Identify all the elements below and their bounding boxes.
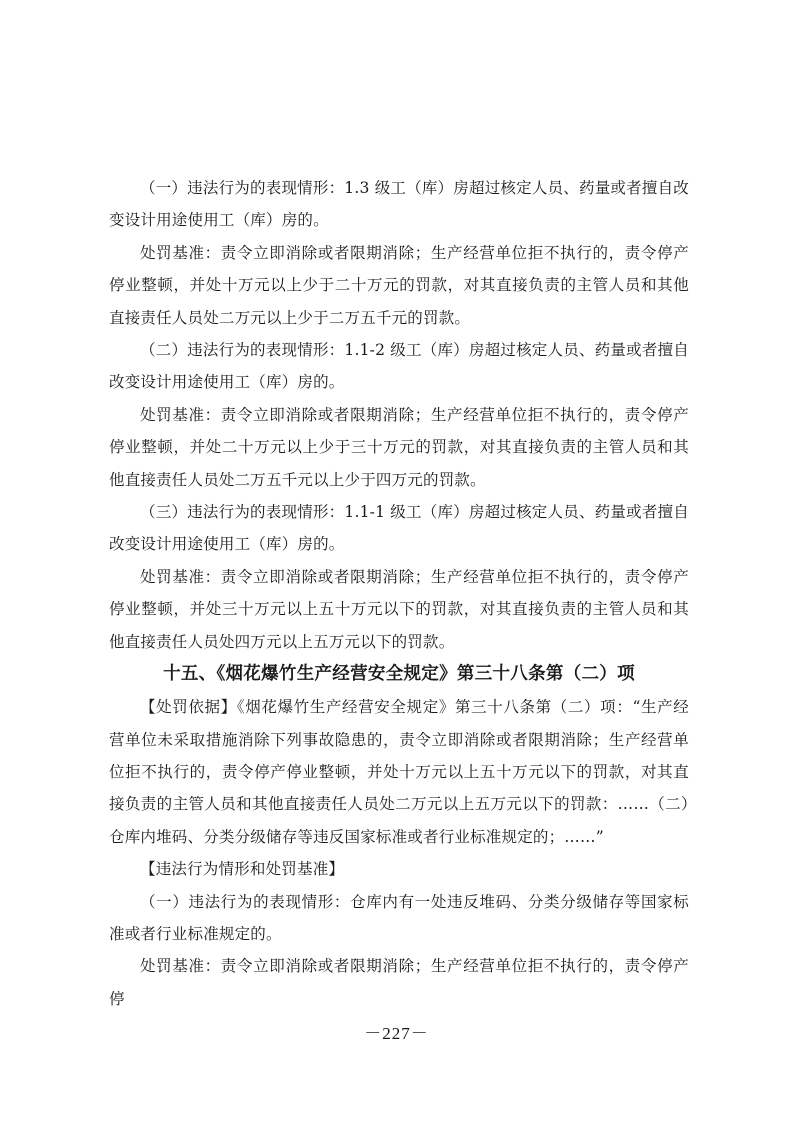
page-number: －227－ <box>364 1024 429 1043</box>
paragraph-case-3-description: （三）违法行为的表现情形：1.1-1 级工（库）房超过核定人员、药量或者擅自改变设计用途使用工（库）房的。 <box>109 503 689 554</box>
section-heading: 十五、《烟花爆竹生产经营安全规定》第三十八条第（二）项 <box>163 664 635 685</box>
page-content <box>109 172 689 1015</box>
paragraph-case-1-description: （一）违法行为的表现情形：1.3 级工（库）房超过核定人员、药量或者擅自改变设计用途使用工（库）房的。 <box>109 179 689 230</box>
paragraph-case-1-penalty: 处罚基准：责令立即消除或者限期消除；生产经营单位拒不执行的，责令停产停业整顿，并处十万元以上少于二十万元的罚款，对其直接负责的主管人员和其他直接责任人员处二万元以上少于二万五千元的罚款。 <box>109 243 689 327</box>
paragraph-subheading: 【违法行为情形和处罚基准】 <box>140 860 345 879</box>
paragraph-section-case-1-penalty: 处罚基准：责令立即消除或者限期消除；生产经营单位拒不执行的，责令停产停 <box>109 957 689 1008</box>
paragraph-case-2-description: （二）违法行为的表现情形：1.1-2 级工（库）房超过核定人员、药量或者擅自改变设计用途使用工（库）房的。 <box>109 341 689 392</box>
paragraph-legal-basis: 【处罚依据】《烟花爆竹生产经营安全规定》第三十八条第（二）项：“生产经营单位未采取措施消除下列事故隐患的，责令立即消除或者限期消除；生产经营单位拒不执行的，责令停产停业整顿，并处十万元以上五十万元以下的罚款，对其直接负责的主管人员和其他直接责任人员处二万元以上五万元以下的罚款：……（二）仓库内堆码、分类分级储存等违反国家标准或者行业标准规定的；……” <box>109 698 689 846</box>
paragraph-section-case-1-description: （一）违法行为的表现情形：仓库内有一处违反堆码、分类分级储存等国家标准或者行业标准规定的。 <box>109 892 689 943</box>
paragraph-case-3-penalty: 处罚基准：责令立即消除或者限期消除；生产经营单位拒不执行的，责令停产停业整顿，并处三十万元以上五十万元以下的罚款，对其直接负责的主管人员和其他直接责任人员处四万元以上五万元以下的罚款。 <box>109 567 689 651</box>
paragraph-case-2-penalty: 处罚基准：责令立即消除或者限期消除；生产经营单位拒不执行的，责令停产停业整顿，并处二十万元以上少于三十万元的罚款，对其直接负责的主管人员和其他直接责任人员处二万五千元以上少于四万元的罚款。 <box>109 405 689 489</box>
